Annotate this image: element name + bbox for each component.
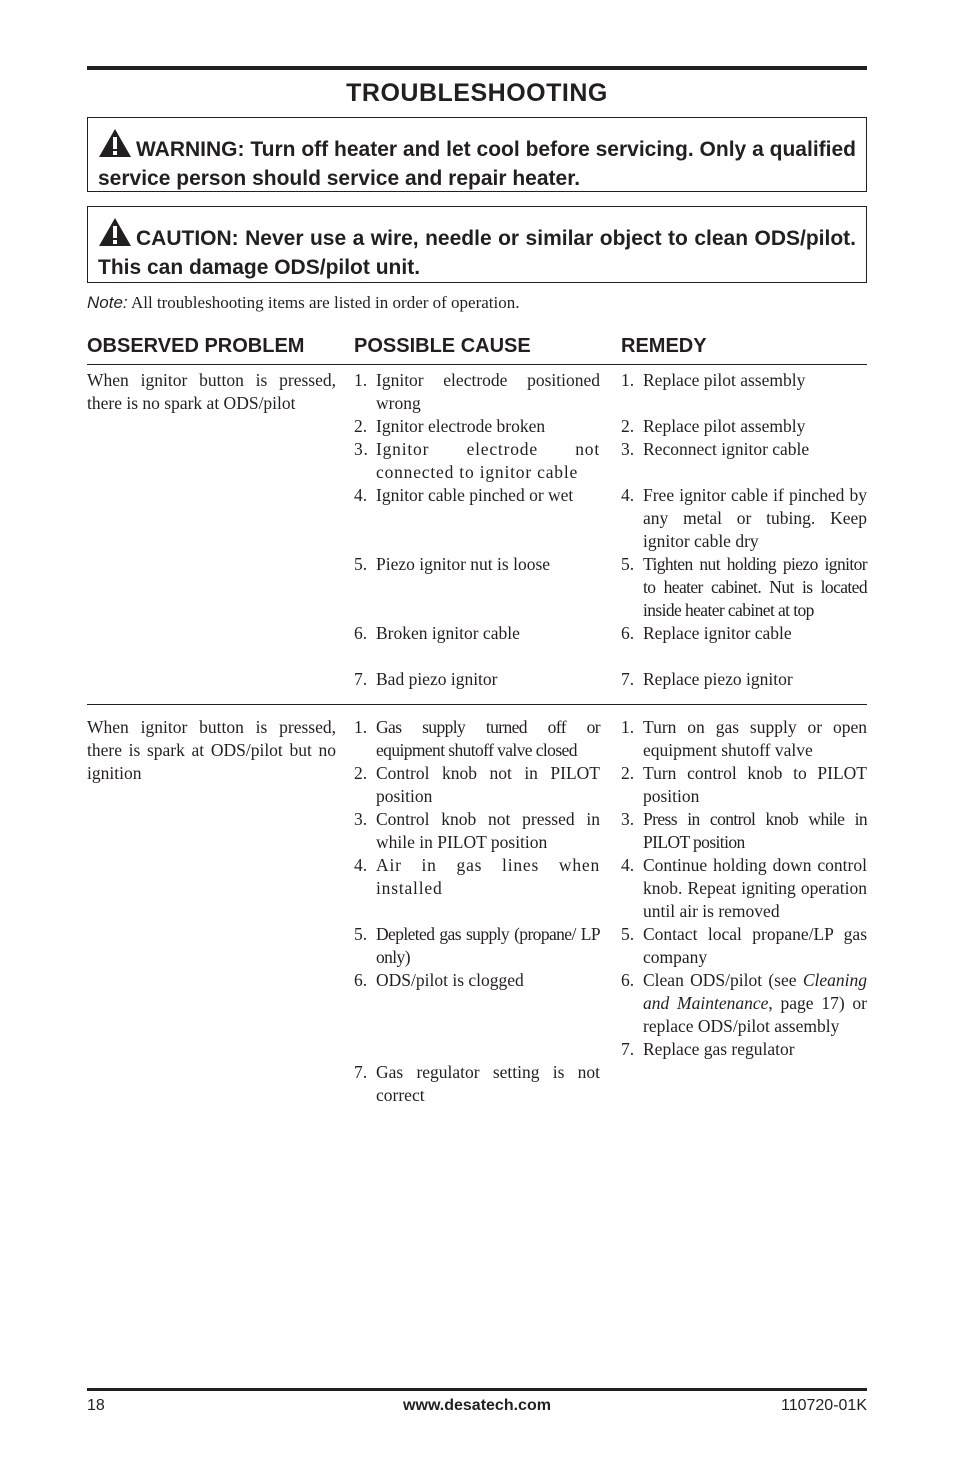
problem-2: When ignitor button is pressed, there is spark at ODS/pilot but no ignition bbox=[87, 717, 336, 783]
footer-rule bbox=[87, 1388, 867, 1391]
header-possible-cause: POSSIBLE CAUSE bbox=[354, 335, 531, 357]
list-item: 1. Gas supply turned off or equipment shutoff valve closed bbox=[354, 717, 600, 760]
caution-box bbox=[87, 206, 867, 283]
remedy-list-1 bbox=[621, 369, 867, 691]
list-item: 3. Ignitor electrode not connected to ignitor cable bbox=[354, 439, 600, 482]
list-item: 7. Replace gas regulator bbox=[621, 1039, 795, 1059]
header-observed-problem: OBSERVED PROBLEM bbox=[87, 335, 305, 357]
note bbox=[87, 293, 520, 313]
list-item: 3. Press in control knob while in PILOT position bbox=[621, 809, 867, 852]
list-item: 5. Depleted gas supply (propane/ LP only) bbox=[354, 924, 600, 967]
list-item: 2. Control knob not in PILOT position bbox=[354, 763, 600, 806]
warning-triangle-icon bbox=[98, 128, 132, 165]
list-item: 6. ODS/pilot is clogged bbox=[354, 970, 524, 990]
top-rule bbox=[87, 66, 867, 70]
list-item: 1. Ignitor electrode positioned wrong bbox=[354, 370, 600, 413]
list-item: 7. Gas regulator setting is not correct bbox=[354, 1062, 600, 1105]
list-item: 4. Ignitor cable pinched or wet bbox=[354, 485, 574, 505]
page-number: 18 bbox=[87, 1397, 105, 1414]
list-item: 7. Bad piezo ignitor bbox=[354, 669, 498, 689]
list-item: 6. Broken ignitor cable bbox=[354, 623, 520, 643]
list-item: 7. Replace piezo ignitor bbox=[621, 669, 793, 689]
problem-1: When ignitor button is pressed, there is no spark at ODS/pilot bbox=[87, 370, 336, 413]
list-item: 2. Ignitor electrode broken bbox=[354, 416, 546, 436]
note-text: All troubleshooting items are listed in order of operation. bbox=[130, 293, 520, 312]
caution-text: CAUTION: Never use a wire, needle or similar object to clean ODS/pilot. This can damage ODS/pilot unit. bbox=[98, 227, 856, 279]
cause-list-2 bbox=[354, 716, 600, 1107]
list-item: 2. Replace pilot assembly bbox=[621, 416, 806, 436]
list-item: 3. Control knob not pressed in while in PILOT position bbox=[354, 809, 600, 852]
list-item: 4. Air in gas lines when installed bbox=[354, 855, 600, 898]
note-label: Note: bbox=[87, 293, 128, 312]
remedy-list-2 bbox=[621, 716, 867, 1061]
warning-text: WARNING: Turn off heater and let cool before servicing. Only a qualified service person should service and repair heater. bbox=[98, 138, 856, 190]
cause-list-1 bbox=[354, 369, 600, 691]
page-title: TROUBLESHOOTING bbox=[346, 79, 608, 107]
row-rule bbox=[87, 704, 867, 705]
header-remedy: REMEDY bbox=[621, 335, 707, 357]
warning-triangle-icon bbox=[98, 217, 132, 254]
list-item: 6. Replace ignitor cable bbox=[621, 623, 792, 643]
list-item: 5. Tighten nut holding piezo ignitor to heater cabinet. Nut is located inside heater cabinet at top bbox=[621, 554, 867, 620]
list-item: 5. Contact local propane/LP gas company bbox=[621, 924, 867, 967]
list-item: 1. Replace pilot assembly bbox=[621, 370, 806, 390]
header-rule bbox=[87, 364, 867, 365]
list-item: 1. Turn on gas supply or open equipment shutoff valve bbox=[621, 717, 867, 760]
list-item: 3. Reconnect ignitor cable bbox=[621, 439, 810, 459]
list-item: 2. Turn control knob to PILOT position bbox=[621, 763, 867, 806]
website-url: www.desatech.com bbox=[403, 1397, 551, 1414]
list-item: 5. Piezo ignitor nut is loose bbox=[354, 554, 551, 574]
document-code: 110720-01K bbox=[781, 1397, 867, 1414]
list-item: 4. Continue holding down control knob. Repeat igniting operation until air is removed bbox=[621, 855, 867, 921]
list-item: 6. Clean ODS/pilot (see Cleaning and Maintenance, page 17) or replace ODS/pilot assembly bbox=[621, 970, 867, 1036]
list-item: 4. Free ignitor cable if pinched by any metal or tubing. Keep ignitor cable dry bbox=[621, 485, 867, 551]
warning-box bbox=[87, 117, 867, 192]
